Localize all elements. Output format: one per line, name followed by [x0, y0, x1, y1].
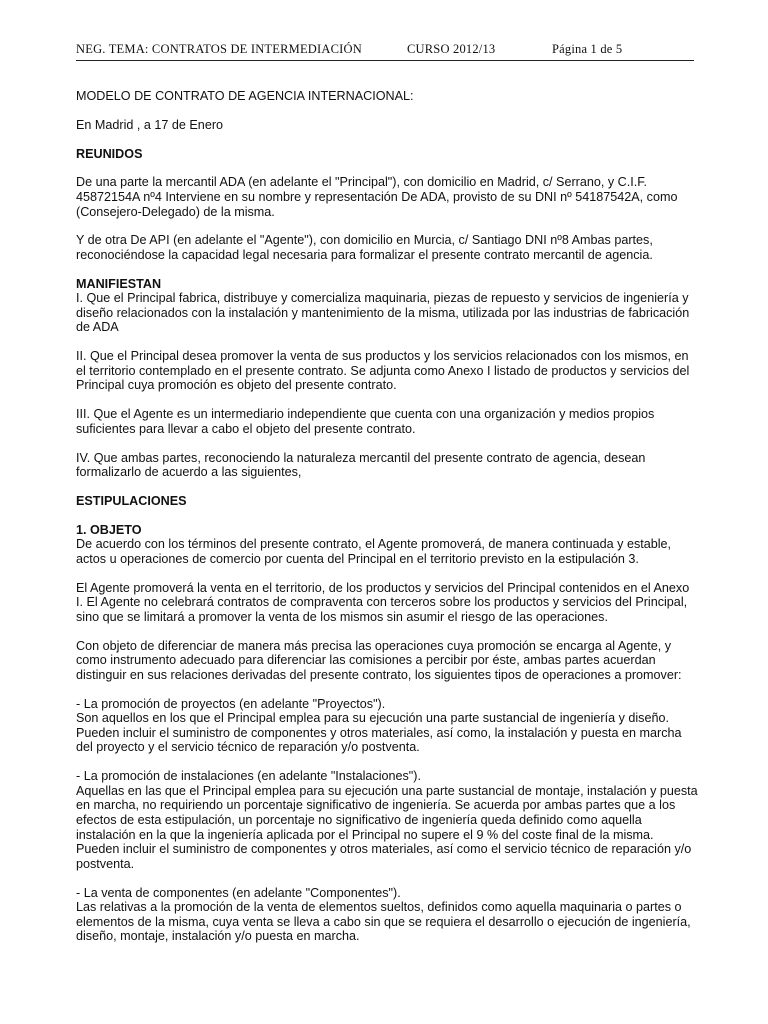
page-header [76, 42, 694, 61]
estipulaciones-heading: ESTIPULACIONES [76, 493, 187, 508]
componentes-title: - La venta de componentes (en adelante "Componentes"). [76, 885, 401, 900]
header-subject: NEG. TEMA: CONTRATOS DE INTERMEDIACIÓN [76, 42, 362, 56]
manifiestan-item-iii: III. Que el Agente es un intermediario independiente que cuenta con una organización y medios propios suficientes para llevar a cabo el objeto del presente contrato. [76, 407, 655, 436]
componentes-text: Las relativas a la promoción de la venta de elementos sueltos, definidos como aquella maquinaria o partes o elementos de la misma, cuya venta se lleva a cabo sin que se requiera el desarrollo o ejecución de ingeniería, diseño, montaje, instalación y/o puesta en marcha. [76, 900, 691, 944]
manifiestan-item-iv: IV. Que ambas partes, reconociendo la naturaleza mercantil del presente contrato de agencia, desean formalizarlo de acuerdo a las siguientes, [76, 450, 646, 480]
header-course: CURSO 2012/13 [407, 42, 496, 56]
proyectos-text: Son aquellos en los que el Principal emplea para su ejecución una parte sustancial de ingeniería y diseño. Pueden incluir el suministro de componentes y otros materiales, así como, la instalación y puesta en marcha del proyecto y el servicio técnico de reparación y/o postventa. [76, 711, 682, 755]
proyectos-title: - La promoción de proyectos (en adelante "Proyectos"). [76, 696, 386, 711]
objeto-paragraph-3: Con objeto de diferenciar de manera más precisa las operaciones cuya promoción se encarga al Agente, y como instrumento adecuado para diferenciar las comisiones a percibir por éste, ambas partes acuerdan distinguir en sus relaciones derivadas del presente contrato, los siguientes tipos de operaciones a promover: [76, 638, 682, 682]
header-page-number: Página 1 de 5 [552, 42, 623, 56]
manifiestan-item-i: I. Que el Principal fabrica, distribuye y comercializa maquinaria, piezas de repuesto y servicios de ingeniería y diseño relacionados con la instalación y mantenimiento de la misma, utilizada por las industrias de fabricación de ADA [76, 291, 690, 335]
objeto-heading: 1. OBJETO [76, 522, 142, 537]
manifiestan-heading: MANIFIESTAN [76, 276, 162, 291]
document-title: MODELO DE CONTRATO DE AGENCIA INTERNACIONAL: [76, 89, 414, 103]
reunidos-paragraph-1: De una parte la mercantil ADA (en adelante el "Principal"), con domicilio en Madrid, c/ Serrano, y C.I.F. 45872154A nº4 Interviene en su nombre y representación De ADA, provisto de su DNI nº 54187542A, como (Consejero-Delegado) de la misma. [76, 175, 678, 219]
objeto-paragraph-2: El Agente promoverá la venta en el territorio, de los productos y servicios del Principal contenidos en el Anexo I. El Agente no celebrará contratos de compraventa con terceros sobre los productos y servicios del Principal, sino que se limitará a promover la venta de los mismos sin asumir el riesgo de las operaciones. [76, 580, 690, 624]
document-body [76, 89, 698, 958]
instalaciones-text-1: Aquellas en las que el Principal emplea para su ejecución una parte sustancial de montaje, instalación y puesta en marcha, no requiriendo un porcentaje significativo de ingeniería. Se acuerda por ambas partes que a los efectos de esta estipulación, un porcentaje no significativo de ingeniería queda definido como aquella instalación en la que la ingeniería aplicada por el Principal no supere el 9 % del coste final de la misma. [76, 783, 698, 842]
reunidos-paragraph-2: Y de otra De API (en adelante el "Agente"), con domicilio en Murcia, c/ Santiago DNI nº8 Ambas partes, reconociéndose la capacidad legal necesaria para formalizar el presente contrato mercantil de agencia. [76, 233, 653, 262]
reunidos-heading: REUNIDOS [76, 146, 143, 161]
objeto-paragraph-1: De acuerdo con los términos del presente contrato, el Agente promoverá, de manera continuada y estable, actos u operaciones de comercio por cuenta del Principal en el territorio previsto en la estipulación 3. [76, 537, 672, 566]
manifiestan-item-ii: II. Que el Principal desea promover la venta de sus productos y los servicios relacionados con los mismos, en el territorio contemplado en el presente contrato. Se adjunta como Anexo I listado de productos y servicios del Principal cuya promoción es objeto del presente contrato. [76, 349, 690, 393]
instalaciones-text-2: Pueden incluir el suministro de componentes y otros materiales, así como el servicio técnico de reparación y/o postventa. [76, 842, 692, 871]
place-date: En Madrid , a 17 de Enero [76, 117, 224, 132]
instalaciones-title: - La promoción de instalaciones (en adelante "Instalaciones"). [76, 769, 421, 784]
